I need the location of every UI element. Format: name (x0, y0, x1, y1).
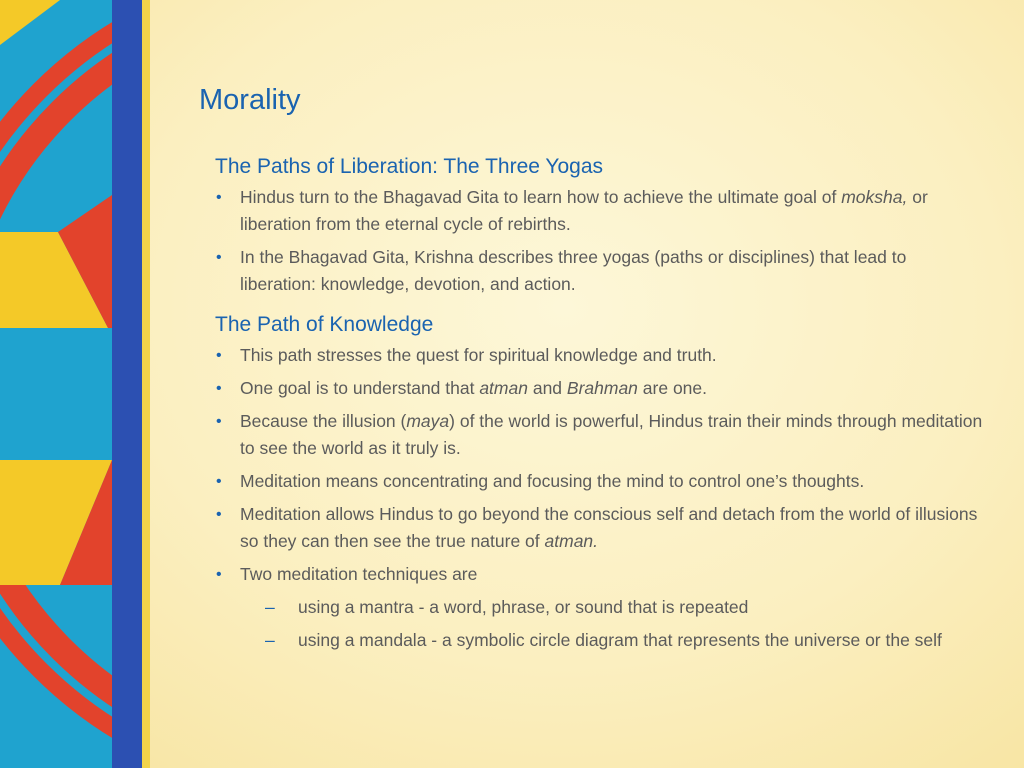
bullet-icon: • (216, 506, 222, 523)
slide-title: Morality (199, 84, 301, 116)
list-item: • Meditation allows Hindus to go beyond the conscious self and detach from the world of illusions so they can then see the true nature of atman. (215, 501, 985, 555)
bullet-icon: • (216, 380, 222, 397)
bullet-icon: • (216, 413, 222, 430)
dash-icon: – (265, 630, 275, 650)
list-item: • Two meditation techniques are – using a mantra - a word, phrase, or sound that is repeated – using a mandala - a symbolic circle diagram that represents the universe or the self (215, 561, 985, 654)
section-heading-path-of-knowledge: The Path of Knowledge (215, 313, 434, 336)
list-item: • Hindus turn to the Bhagavad Gita to learn how to achieve the ultimate goal of moksha, or liberation from the eternal cycle of rebirths. (215, 184, 985, 238)
list-item: • Because the illusion (maya) of the world is powerful, Hindus train their minds through meditation to see the world as it truly is. (215, 408, 985, 462)
list-item: • Meditation means concentrating and focusing the mind to control one’s thoughts. (215, 468, 985, 495)
list-item: • This path stresses the quest for spiritual knowledge and truth. (215, 342, 985, 369)
section-heading-three-yogas: The Paths of Liberation: The Three Yogas (215, 155, 603, 178)
list-item: • In the Bhagavad Gita, Krishna describes three yogas (paths or disciplines) that lead to liberation: knowledge, devotion, and action. (215, 244, 985, 298)
list-item: • One goal is to understand that atman and Brahman are one. (215, 375, 985, 402)
yellow-strip (142, 0, 150, 768)
bullet-icon: • (216, 347, 222, 364)
dash-icon: – (265, 597, 275, 617)
bullet-icon: • (216, 249, 222, 266)
slide-content (215, 152, 985, 660)
bullet-icon: • (216, 189, 222, 206)
path-of-knowledge-list (215, 342, 985, 654)
sub-list-item: – using a mandala - a symbolic circle diagram that represents the universe or the self (265, 627, 985, 654)
decorative-side-band (0, 0, 150, 768)
bullet-icon: • (216, 473, 222, 490)
three-yogas-list (215, 184, 985, 298)
sub-list-item: – using a mantra - a word, phrase, or sound that is repeated (265, 594, 985, 621)
bullet-icon: • (216, 566, 222, 583)
meditation-techniques-sublist (240, 594, 985, 654)
blue-band (112, 0, 142, 768)
